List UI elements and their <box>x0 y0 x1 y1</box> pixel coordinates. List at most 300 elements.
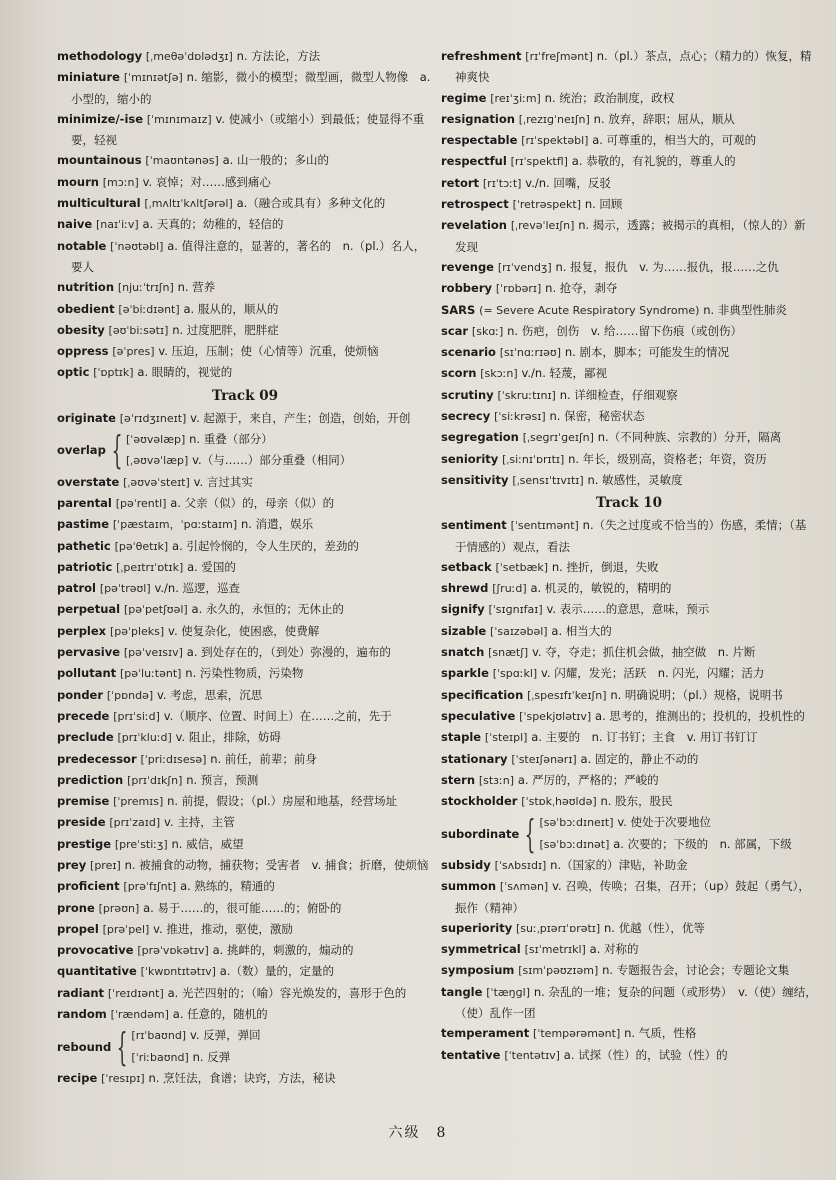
phonetic: [ˈpremɪs] <box>113 795 164 809</box>
entry <box>441 257 817 278</box>
entry <box>441 749 817 770</box>
brace-icon: { <box>524 811 536 856</box>
definition: v. 压迫，压制；使（心情等）沉重，使烦恼 <box>158 344 379 359</box>
entry <box>441 876 817 918</box>
definition: n. 抢夺，剥夺 <box>545 281 618 296</box>
headword: obesity <box>57 322 105 337</box>
definition: n.（国家的）津贴，补助金 <box>550 857 688 872</box>
entry <box>441 706 817 727</box>
phonetic: [ˈriːbaʊnd] <box>131 1050 189 1064</box>
entry <box>441 960 817 981</box>
entry <box>441 449 817 470</box>
entry <box>57 536 433 557</box>
phonetic: [rɪˈbaʊnd] <box>131 1029 187 1043</box>
entry <box>57 940 433 961</box>
headword: propel <box>57 921 99 936</box>
phonetic: [ˌpeɪtrɪˈɒtɪk] <box>116 560 184 574</box>
entry <box>441 427 817 448</box>
definition: n.（不同种族、宗教的）分开，隔离 <box>597 430 782 445</box>
definition: n. 前提，假设；（pl.）房屋和地基，经营场址 <box>167 794 398 809</box>
phonetic: [ˈsentɪmənt] <box>510 519 579 533</box>
headword: sizable <box>441 623 487 638</box>
phonetic: [ˈtæŋɡl] <box>486 985 530 999</box>
phonetic: [prɪˈsiːd] <box>113 709 160 723</box>
definition: n. 年长，级别高，资格老；年资，资历 <box>568 451 767 466</box>
phonetic: [ˈmɪnɪmaɪz] <box>146 112 212 126</box>
phonetic: [əˈpres] <box>112 345 155 359</box>
headword: speculative <box>441 708 516 723</box>
headword: mourn <box>57 174 99 189</box>
headword: random <box>57 1007 107 1022</box>
headword: preside <box>57 815 106 830</box>
phonetic: [ˈsiːkrəsɪ] <box>494 410 546 424</box>
headword: prediction <box>57 772 124 787</box>
entry <box>441 770 817 791</box>
entry <box>57 408 433 429</box>
entry <box>57 749 433 770</box>
definition: v. 召唤，传唤；召集，召开；（up）鼓起（勇气），振作（精神） <box>455 879 810 915</box>
headword: predecessor <box>57 751 137 766</box>
phonetic: [ˈtentətɪv] <box>504 1048 560 1062</box>
definition: n. 威信，威望 <box>171 836 244 851</box>
definition: n. 挫折，倒退，失败 <box>551 559 659 574</box>
headword: superiority <box>441 920 513 935</box>
headword: summon <box>441 879 497 894</box>
entry <box>57 493 433 514</box>
definition: n. 气质，性格 <box>624 1026 697 1041</box>
entry <box>57 150 433 171</box>
phonetic: [ˈmɪnɪətʃə] <box>123 71 183 85</box>
headword: regime <box>441 90 487 105</box>
track-heading: Track 09 <box>212 387 278 404</box>
entry <box>441 321 817 342</box>
entry <box>57 214 433 235</box>
headword: secrecy <box>441 409 491 424</box>
headword: stockholder <box>441 794 518 809</box>
definition: n. 缩影，微小的模型；微型画，微型人物像 a. 小型的，缩小的 <box>71 70 431 106</box>
entry <box>57 299 433 320</box>
phonetic: [rɪˈvendʒ] <box>497 260 552 274</box>
headword: obedient <box>57 301 115 316</box>
headword: naive <box>57 217 93 232</box>
definition: a. 山一般的；多山的 <box>222 153 329 168</box>
phonetic: [prəˈfɪʃnt] <box>123 880 177 894</box>
phonetic: [preˈstiːʒ] <box>114 837 168 851</box>
headword: rebound <box>57 1039 112 1054</box>
headword: scrutiny <box>441 387 494 402</box>
definition: a. 试探（性）的，试验（性）的 <box>563 1047 728 1062</box>
entry <box>57 642 433 663</box>
definition: n. 明确说明；（pl.）规格，说明书 <box>610 687 783 702</box>
headword: segregation <box>441 430 519 445</box>
track-heading: Track 10 <box>596 495 662 512</box>
entry <box>57 362 433 383</box>
headword: subordinate <box>441 826 520 841</box>
entry <box>441 406 817 427</box>
entry <box>57 599 433 620</box>
headword: nutrition <box>57 280 115 295</box>
phonetic: [prəˈpel] <box>102 922 150 936</box>
phonetic: [pəˈθetɪk] <box>114 539 169 553</box>
phonetic: [skɔːn] <box>480 367 518 381</box>
definition: n. 方法论，方法 <box>236 49 321 63</box>
headword: respectful <box>441 154 507 169</box>
entry <box>57 855 433 876</box>
headword: signify <box>441 602 485 617</box>
entry <box>441 621 817 642</box>
definition: v.（与……）部分重叠（相同） <box>192 453 352 468</box>
definition: n. 回顾 <box>584 197 623 212</box>
phonetic: [ˈsteɪpl] <box>484 731 528 745</box>
headword: retort <box>441 175 480 190</box>
entry <box>441 46 817 88</box>
headword: stationary <box>441 751 508 766</box>
headword: stern <box>441 772 476 787</box>
entry <box>441 215 817 257</box>
definition: v. 夺，夺走；抓住机会做，抽空做 n. 片断 <box>532 645 756 660</box>
entry <box>441 918 817 939</box>
definition: a. 值得注意的，显著的，著名的 n.（pl.）名人，要人 <box>71 238 426 274</box>
phonetic: [prɪˈkluːd] <box>117 731 172 745</box>
phonetic: [suːˌpɪərɪˈɒrətɪ] <box>516 921 601 935</box>
definition: n. 优越（性），优等 <box>604 920 705 935</box>
headword: scar <box>441 323 469 338</box>
phonetic: [sɪˈmetrɪkl] <box>524 943 586 957</box>
headword: recipe <box>57 1070 98 1085</box>
entry <box>57 193 433 214</box>
definition: a. 主要的 n. 订书钉；主食 v. 用订书钉订 <box>531 730 758 745</box>
headword: patrol <box>57 581 97 596</box>
headword: SARS <box>441 302 476 317</box>
definition: n. 股东，股民 <box>600 794 673 809</box>
headword: respectable <box>441 133 518 148</box>
headword: setback <box>441 559 492 574</box>
phonetic: [ˈreɪdɪənt] <box>107 986 164 1000</box>
entry <box>441 685 817 706</box>
phonetic: [skɑː] <box>471 324 504 338</box>
phonetic: [ˈsʌbsɪdɪ] <box>494 858 547 872</box>
headword: subsidy <box>441 857 491 872</box>
headword: patriotic <box>57 559 113 574</box>
headword: parental <box>57 495 112 510</box>
definition: a.（融合或具有）多种文化的 <box>236 196 386 211</box>
entry <box>57 663 433 684</box>
entry <box>57 578 433 599</box>
phonetic: [ˈtempərəmənt] <box>533 1027 621 1041</box>
phonetic: [stɜːn] <box>478 773 514 787</box>
definition: a. 服从的，顺从的 <box>183 301 279 316</box>
definition: n. 报复，报仇 v. 为……报仇，报……之仇 <box>555 259 779 274</box>
entry <box>441 557 817 578</box>
definition: v. 闪耀，发光；活跃 n. 闪光，闪耀；活力 <box>541 666 765 681</box>
headword: symmetrical <box>441 942 521 957</box>
phonetic: [rɪˈspektfl] <box>510 155 568 169</box>
entry <box>441 385 817 406</box>
phonetic: [njuːˈtrɪʃn] <box>117 281 174 295</box>
headword: radiant <box>57 985 105 1000</box>
phonetic: [ˈrændəm] <box>110 1008 169 1022</box>
headword: premise <box>57 794 110 809</box>
phonetic: [ˈkwɒntɪtətɪv] <box>140 965 216 979</box>
definition: n. 营养 <box>177 280 216 295</box>
definition: a. 光芒四射的；（喻）容光焕发的，喜形于色的 <box>167 985 407 1000</box>
entry <box>57 919 433 940</box>
definition: a. 易于……的，很可能……的；俯卧的 <box>143 900 342 915</box>
definition: v./n. 回嘴，反驳 <box>525 175 611 190</box>
phonetic: [rɪˈtɔːt] <box>482 176 522 190</box>
phonetic: [ˌsensɪˈtɪvɪtɪ] <box>512 473 584 487</box>
multi-entry <box>57 429 433 472</box>
headword: overlap <box>57 443 106 458</box>
entry <box>441 642 817 663</box>
page-number: 六级 8 <box>388 1125 448 1141</box>
definition: v. 使复杂化，使困惑，使费解 <box>168 623 320 638</box>
entry <box>57 898 433 919</box>
headword: precede <box>57 708 110 723</box>
definition: a.（数）量的，定量的 <box>219 964 334 979</box>
headword: perplex <box>57 623 107 638</box>
phonetic: [ʃruːd] <box>492 582 527 596</box>
entry <box>441 109 817 130</box>
phonetic: (= Severe Acute Respiratory Syndrome) <box>479 303 700 317</box>
definition: n. 非典型性肺炎 <box>703 302 787 317</box>
phonetic: [ˈɒptɪk] <box>93 366 134 380</box>
definition: a. 永久的，永恒的；无休止的 <box>191 602 344 617</box>
headword: sensitivity <box>441 472 509 487</box>
headword: proficient <box>57 879 120 894</box>
headword: scorn <box>441 366 477 381</box>
entry <box>57 341 433 362</box>
definition: a. 严厉的，严格的；严峻的 <box>517 772 659 787</box>
definition: a. 任意的，随机的 <box>172 1007 268 1022</box>
definition: v. 阻止，排除，妨碍 <box>175 730 281 745</box>
headword: snatch <box>441 645 485 660</box>
phonetic: [ˈpɒndə] <box>106 688 154 702</box>
headword: staple <box>441 730 482 745</box>
phonetic: [ˈsaɪzəbəl] <box>490 624 548 638</box>
phonetic: [reɪˈʒiːm] <box>490 91 541 105</box>
definition: a. 思考的，推测出的；投机的，投机性的 <box>595 708 805 723</box>
headword: prone <box>57 900 95 915</box>
definition: n. 被捕食的动物，捕获物；受害者 v. 捕食；折磨，使烦恼 <box>124 857 429 872</box>
definition: v. 推进，推动，驱使，激励 <box>153 921 293 936</box>
phonetic: [pəˈluːtənt] <box>119 667 182 681</box>
entry <box>57 46 433 67</box>
definition: n. 消遣，娱乐 <box>240 517 314 532</box>
phonetic: [ˈmaʊntənəs] <box>145 154 219 168</box>
phonetic: [preɪ] <box>90 858 121 872</box>
phonetic: [ˈstɒkˌhəʊldə] <box>521 795 597 809</box>
definition: n. 前任，前辈；前身 <box>210 751 317 766</box>
headword: optic <box>57 365 90 380</box>
definition: a. 次要的；下级的 n. 部属，下级 <box>613 836 792 851</box>
entry <box>57 770 433 791</box>
entry <box>57 277 433 298</box>
definition: n. 敏感性，灵敏度 <box>587 472 683 487</box>
definition: v./n. 巡逻，巡查 <box>154 581 241 596</box>
phonetic: [əˈrɪdʒɪneɪt] <box>119 411 187 425</box>
definition: n. 杂乱的一堆；复杂的问题（或形势） v.（使）缠结，（使）乱作一团 <box>455 984 817 1021</box>
entry <box>57 834 433 855</box>
phonetic: [ˌrevəˈleɪʃn] <box>510 219 575 233</box>
entry <box>441 939 817 960</box>
entry <box>441 578 817 599</box>
definition: v. 言过其实 <box>193 474 253 489</box>
entry <box>57 109 433 151</box>
entry <box>57 472 433 493</box>
left-column <box>57 46 433 1089</box>
headword: oppress <box>57 344 109 359</box>
phonetic: [ˈsetbæk] <box>495 560 549 574</box>
phonetic: [pəˈveɪsɪv] <box>123 646 183 660</box>
headword: sentiment <box>441 518 507 533</box>
entry <box>57 983 433 1004</box>
headword: preclude <box>57 730 114 745</box>
headword: temperament <box>441 1026 530 1041</box>
headword: methodology <box>57 49 143 63</box>
definition: n. 污染性物质，污染物 <box>185 666 304 681</box>
phonetic: [pəˈpleks] <box>109 624 165 638</box>
phonetic: [ˌrezɪɡˈneɪʃn] <box>518 112 590 126</box>
phonetic: [ˈskruːtɪnɪ] <box>497 388 556 402</box>
multi-entry <box>441 812 817 855</box>
definition: n.（失之过度或不恰当的）伤感，柔情；（基于情感的）观点，看法 <box>455 518 807 554</box>
phonetic: [ˌəʊvəˈsteɪt] <box>123 475 190 489</box>
entry <box>441 1045 817 1066</box>
entry <box>441 300 817 321</box>
entry <box>57 791 433 812</box>
definition: v. 使处于次要地位 <box>617 815 712 830</box>
phonetic: [ˈəʊvəlæp] <box>126 433 186 447</box>
entry <box>441 342 817 363</box>
phonetic: [pəˈpetʃʊəl] <box>123 603 188 617</box>
headword: pastime <box>57 517 110 532</box>
entry <box>57 67 433 109</box>
entry <box>57 172 433 193</box>
phonetic: [mɔːn] <box>102 175 139 189</box>
headword: sparkle <box>441 666 489 681</box>
headword: refreshment <box>441 49 522 63</box>
definition: v. 表示……的意思，意味，预示 <box>546 602 710 617</box>
entry <box>57 812 433 833</box>
phonetic: [sɪˈnɑːrɪəʊ] <box>499 346 562 360</box>
entry <box>57 621 433 642</box>
entry <box>441 982 817 1024</box>
definition: v.（顺序、位置、时间上）在……之前，先于 <box>163 708 392 723</box>
phonetic: [səˈbɔːdɪneɪt] <box>539 816 614 830</box>
definition: n. 保密，秘密状态 <box>549 409 645 424</box>
entry <box>441 194 817 215</box>
headword: quantitative <box>57 964 137 979</box>
definition: a. 恭敬的，有礼貌的，尊重人的 <box>571 154 736 169</box>
phonetic: [prɪˈdɪkʃn] <box>127 773 183 787</box>
headword: pollutant <box>57 666 117 681</box>
definition: n. 统治；政治制度，政权 <box>544 90 675 105</box>
headword: seniority <box>441 451 499 466</box>
phonetic: [pəˈrentl] <box>115 496 167 510</box>
multi-entry <box>57 1025 433 1068</box>
entry <box>57 320 433 341</box>
phonetic: [naɪˈiːv] <box>96 218 139 232</box>
entry <box>441 173 817 194</box>
definition: a. 对称的 <box>589 942 639 957</box>
headword: overstate <box>57 474 120 489</box>
definition: a. 熟练的，精通的 <box>180 879 275 894</box>
headword: multicultural <box>57 196 141 211</box>
headword: originate <box>57 410 116 425</box>
definition: n. 过度肥胖，肥胖症 <box>172 322 279 337</box>
phonetic: [ˌspesɪfɪˈkeɪʃn] <box>527 688 607 702</box>
entry <box>57 1068 433 1089</box>
headword: miniature <box>57 70 120 85</box>
headword: specification <box>441 687 524 702</box>
headword: perpetual <box>57 602 121 617</box>
phonetic: [pəˈtrəʊl] <box>99 582 151 596</box>
definition: a. 挑衅的，刺激的，煽动的 <box>212 943 354 958</box>
entry <box>441 278 817 299</box>
entry <box>441 791 817 812</box>
definition: v. 使减小（或缩小）到最低；使显得不重要，轻视 <box>71 111 425 148</box>
definition: n.（pl.）茶点，点心；（精力的）恢复，精神爽快 <box>455 49 812 85</box>
phonetic: [ˈsteɪʃənərɪ] <box>511 752 577 766</box>
phonetic: [ˌəʊvəˈlæp] <box>126 454 189 468</box>
headword: shrewd <box>441 581 489 596</box>
entry <box>57 1004 433 1025</box>
definition: n. 专题报告会，讨论会；专题论文集 <box>602 963 790 978</box>
definition: n. 剧本，脚本；可能发生的情况 <box>564 345 729 360</box>
phonetic: [ˈsʌmən] <box>499 880 549 894</box>
definition: n. 揭示，透露；被揭示的真相，（惊人的）新发现 <box>455 218 806 254</box>
phonetic: [ˈretrəspekt] <box>512 198 581 212</box>
headword: minimize/-ise <box>57 111 144 126</box>
definition: n. 详细检查，仔细观察 <box>559 387 678 402</box>
definition: a. 固定的，静止不动的 <box>580 751 699 766</box>
entry <box>441 727 817 748</box>
entry <box>57 876 433 897</box>
phonetic: [rɪˈfreʃmənt] <box>525 50 593 63</box>
entry <box>57 685 433 706</box>
definition: n. 重叠（部分） <box>189 432 273 447</box>
phonetic: [ˈspekjʊlətɪv] <box>519 709 592 723</box>
definition: a. 眼睛的，视觉的 <box>137 365 233 380</box>
entry <box>441 599 817 620</box>
entry <box>441 88 817 109</box>
headword: tangle <box>441 984 483 999</box>
phonetic: [ˈrɒbərɪ] <box>495 282 542 296</box>
definition: v. 反弹，弹回 <box>189 1028 261 1043</box>
headword: revelation <box>441 218 507 233</box>
headword: resignation <box>441 111 515 126</box>
entry <box>57 961 433 982</box>
phonetic: [ˌmʌltɪˈkʌltʃərəl] <box>144 197 233 211</box>
definition: n. 预言，预测 <box>186 772 259 787</box>
headword: revenge <box>441 259 494 274</box>
definition: v. 主持，主管 <box>163 815 235 830</box>
definition: v./n. 轻蔑，鄙视 <box>521 366 608 381</box>
entry <box>57 236 433 278</box>
entry <box>441 151 817 172</box>
phonetic: [prɪˈzaɪd] <box>109 816 161 830</box>
phonetic: [ˈsɪɡnɪfaɪ] <box>488 603 543 617</box>
definition: n. 放弃，辞职；屈从，顺从 <box>593 111 735 126</box>
definition: a. 到处存在的，（到处）弥漫的，遍布的 <box>186 645 391 660</box>
entry <box>57 557 433 578</box>
definition: v. 起源于，来自，产生；创造，创始，开创 <box>190 410 411 425</box>
phonetic: [ˌmeθəˈdɒlədʒɪ] <box>145 50 233 63</box>
entry <box>57 706 433 727</box>
phonetic: [əʊˈbiːsətɪ] <box>108 323 169 337</box>
entry <box>441 130 817 151</box>
